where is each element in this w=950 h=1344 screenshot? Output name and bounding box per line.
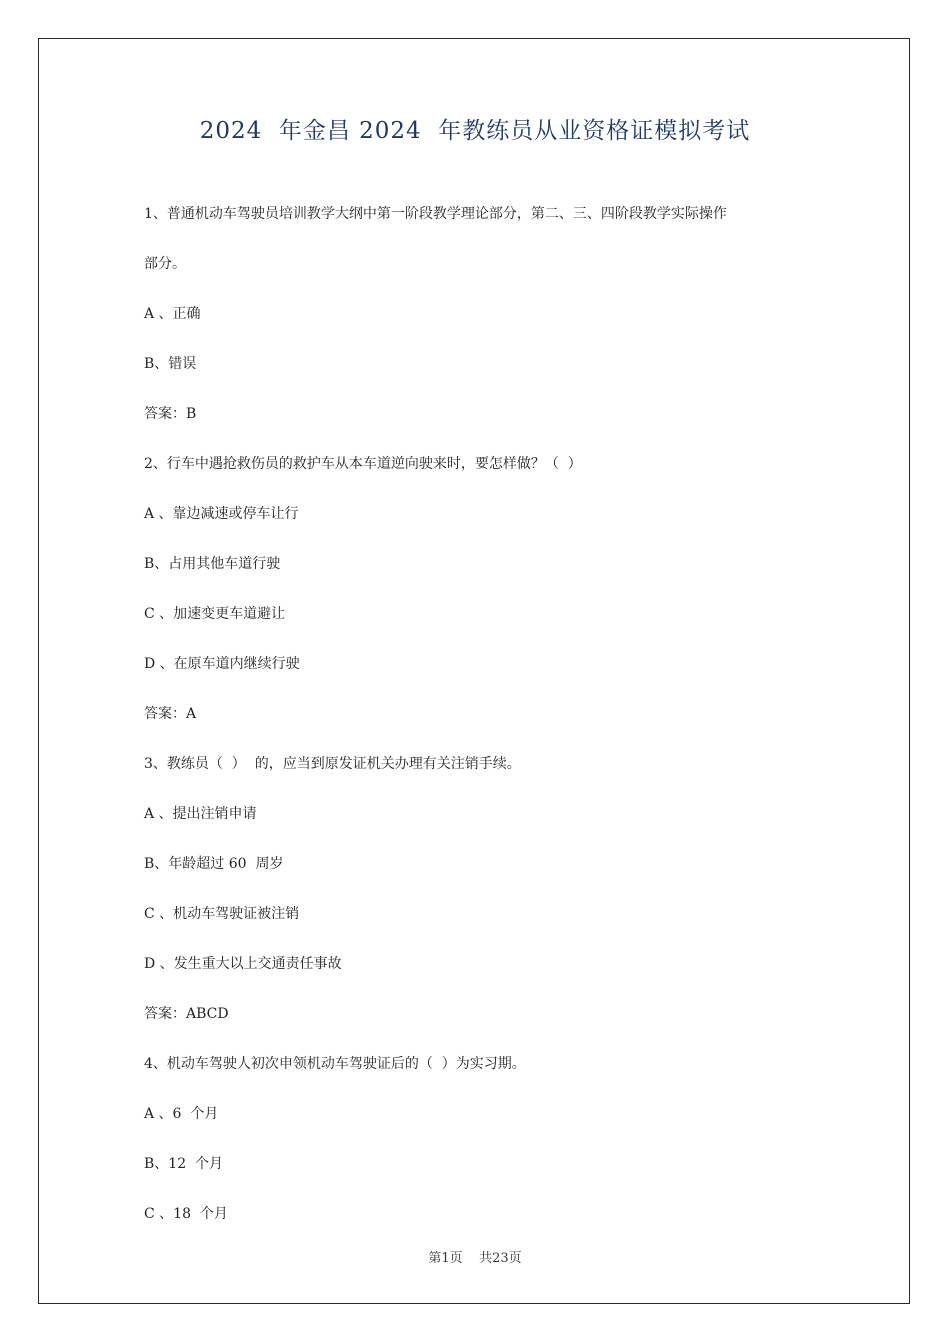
question-4-text: 4、机动车驾驶人初次申领机动车驾驶证后的（ ）为实习期。 bbox=[144, 1056, 526, 1072]
question-1-text: 1、普通机动车驾驶员培训教学大纲中第一阶段教学理论部分，第二、三、四阶段教学实际操作 bbox=[144, 206, 727, 222]
exam-content bbox=[144, 196, 824, 1246]
question-1-option-b: B、错误 bbox=[144, 356, 197, 372]
question-2-option-b: B、占用其他车道行驶 bbox=[144, 556, 281, 572]
question-2-answer: 答案：A bbox=[144, 706, 197, 722]
question-1-option-a: A 、正确 bbox=[144, 306, 201, 322]
question-4-option-b: B、12 个月 bbox=[144, 1156, 224, 1172]
question-1-answer: 答案：B bbox=[144, 406, 197, 422]
question-3-answer: 答案：ABCD bbox=[144, 1006, 229, 1022]
question-4-option-a: A 、6 个月 bbox=[144, 1106, 219, 1122]
question-4-option-c: C 、18 个月 bbox=[144, 1206, 228, 1222]
question-3-text: 3、教练员（ ） 的，应当到原发证机关办理有关注销手续。 bbox=[144, 756, 521, 772]
question-1-text-cont: 部分。 bbox=[144, 256, 186, 272]
question-2-text: 2、行车中遇抢救伤员的救护车从本车道逆向驶来时，要怎样做？（ ） bbox=[144, 456, 582, 472]
question-3-option-a: A 、提出注销申请 bbox=[144, 806, 257, 822]
question-3-option-c: C 、机动车驾驶证被注销 bbox=[144, 906, 300, 922]
question-3-option-b: B、年龄超过 60 周岁 bbox=[144, 856, 284, 872]
question-2-option-d: D 、在原车道内继续行驶 bbox=[144, 656, 300, 672]
question-3-option-d: D 、发生重大以上交通责任事故 bbox=[144, 956, 342, 972]
question-2-option-a: A 、靠边减速或停车让行 bbox=[144, 506, 299, 522]
question-2-option-c: C 、加速变更车道避让 bbox=[144, 606, 286, 622]
page-number-footer: 第1页 共23页 bbox=[428, 1251, 522, 1266]
document-title: 2024 年金昌 2024 年教练员从业资格证模拟考试 bbox=[199, 118, 751, 144]
